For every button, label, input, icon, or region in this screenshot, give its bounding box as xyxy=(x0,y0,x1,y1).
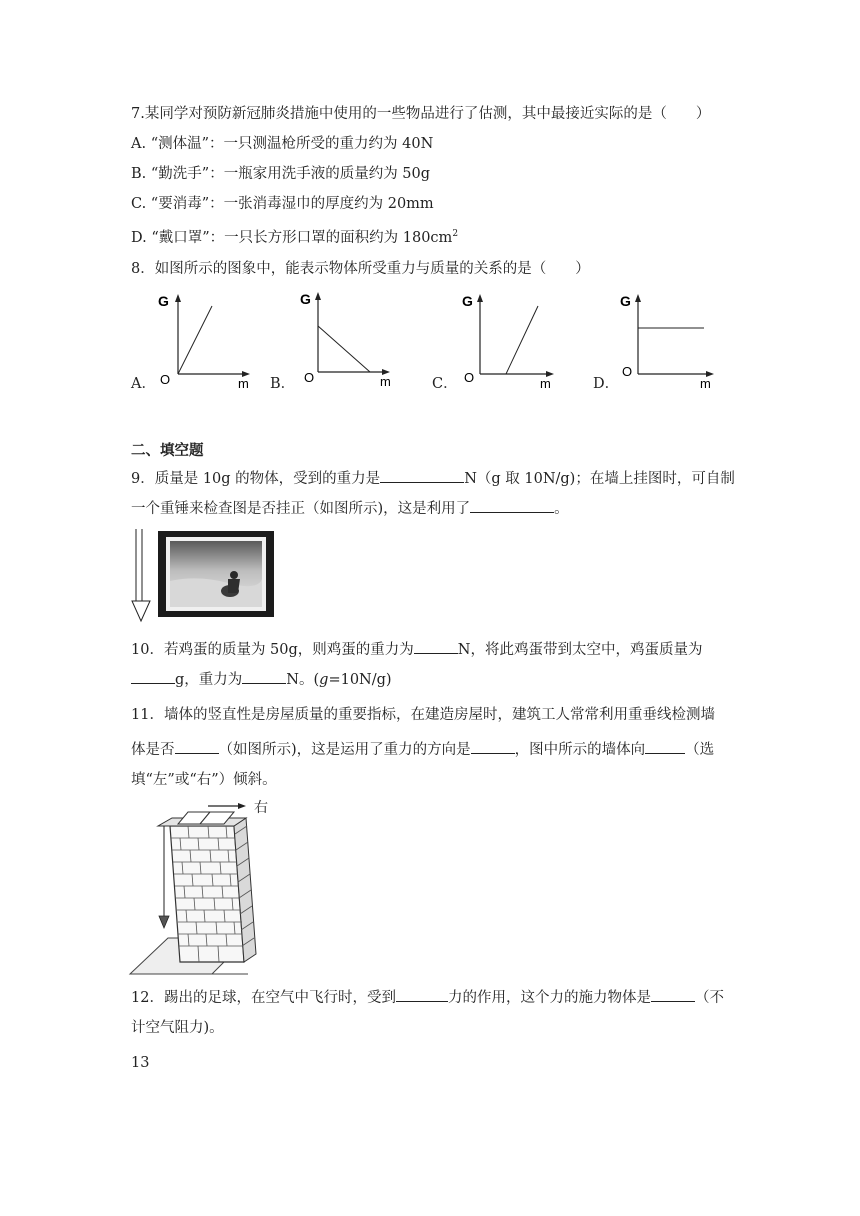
q8-graph-c-y-label: G xyxy=(462,293,473,309)
q10-line2-b: N。( xyxy=(286,672,320,688)
q8-graph-c-x-label: m xyxy=(540,376,551,390)
q10-g-symbol: g xyxy=(319,672,329,688)
q9-line1-b: N（g 取 10N/g)；在墙上挂图时，可自制 xyxy=(464,471,735,487)
q12-line1-a: 12．踢出的足球，在空气中飞行时，受到 xyxy=(131,990,396,1006)
q8-graph-a-y-label: G xyxy=(158,293,169,309)
q10-line1-a: 10．若鸡蛋的质量为 50g，则鸡蛋的重力为 xyxy=(131,642,414,658)
q8-graph-a-label: A． xyxy=(131,376,156,392)
q9-blank-2[interactable] xyxy=(470,497,554,513)
q12-line1-b: 力的作用，这个力的施力物体是 xyxy=(447,990,651,1006)
q8-graph-b xyxy=(296,288,406,392)
q7-stem: 7.某同学对预防新冠肺炎措施中使用的一些物品进行了估测，其中最接近实际的是（ ） xyxy=(131,106,711,122)
q7-option-a: A. “测体温”：一只测温枪所受的重力约为 40N xyxy=(131,136,434,152)
brick-wall-figure xyxy=(128,798,278,984)
q12-line1 xyxy=(131,986,724,1008)
q7-option-d-sup: 2 xyxy=(452,229,459,239)
q8-graph-b-x-label: m xyxy=(380,374,391,388)
q12-line1-c: （不 xyxy=(694,990,724,1006)
q8-graph-d-x-label: m xyxy=(700,376,711,390)
q11-line3: 填“左”或“右”）倾斜。 xyxy=(131,772,277,788)
plumb-bob-picture-figure xyxy=(128,527,278,631)
q8-graph-d xyxy=(618,290,728,394)
q10-blank-1[interactable] xyxy=(414,638,458,654)
q8-graph-a xyxy=(150,290,260,394)
q9-line2-a: 一个重锤来检查图是否挂正（如图所示)，这是利用了 xyxy=(131,501,471,517)
q11-line2-d: （选 xyxy=(685,742,715,758)
q12-blank-2[interactable] xyxy=(651,986,695,1002)
q10-line2-c: =10N/g) xyxy=(328,672,392,688)
q7-option-c: C. “要消毒”：一张消毒湿巾的厚度约为 20mm xyxy=(131,196,434,212)
q11-blank-2[interactable] xyxy=(471,738,515,754)
q8-graph-d-origin: O xyxy=(622,364,633,379)
q9-line1 xyxy=(131,467,735,489)
section-title: 二、填空题 xyxy=(131,443,204,459)
q8-graph-b-y-label: G xyxy=(300,291,311,307)
q8-graph-c xyxy=(458,290,568,394)
q10-line2-a: g，重力为 xyxy=(175,672,243,688)
q11-line2-a: 体是否 xyxy=(131,742,175,758)
q8-graph-a-x-label: m xyxy=(238,376,249,390)
q8-graph-d-y-label: G xyxy=(620,293,631,309)
q8-graph-b-label: B． xyxy=(270,376,296,392)
q11-blank-1[interactable] xyxy=(175,738,219,754)
q8-graph-c-origin: O xyxy=(464,370,475,385)
q12-line2: 计空气阻力)。 xyxy=(131,1020,224,1036)
q10-line1 xyxy=(131,638,702,660)
q8-stem: 8．如图所示的图象中，能表示物体所受重力与质量的关系的是（ ） xyxy=(131,261,590,277)
q8-graph-a-origin: O xyxy=(160,372,171,387)
q8-graph-c-label: C． xyxy=(432,376,458,392)
q11-blank-3[interactable] xyxy=(645,738,685,754)
q7-option-b: B. “勤洗手”：一瓶家用洗手液的质量约为 50g xyxy=(131,166,431,182)
q8-graph-d-label: D． xyxy=(593,376,620,392)
q9-line1-a: 9．质量是 10g 的物体，受到的重力是 xyxy=(131,471,381,487)
q11-line2-c: ，图中所示的墙体向 xyxy=(514,742,646,758)
q10-blank-3[interactable] xyxy=(242,668,286,684)
q7-option-d xyxy=(131,224,458,248)
q12-blank-1[interactable] xyxy=(396,986,448,1002)
q9-line2-b: 。 xyxy=(554,501,569,517)
q10-line1-b: N，将此鸡蛋带到太空中，鸡蛋质量为 xyxy=(457,642,703,658)
q8-graph-b-origin: O xyxy=(304,370,315,385)
q7-option-d-text: D. “戴口罩”：一只长方形口罩的面积约为 180cm xyxy=(131,229,453,246)
direction-label: 右 xyxy=(254,800,268,816)
q9-blank-1[interactable] xyxy=(380,467,464,483)
q13-number: 13 xyxy=(131,1055,150,1071)
q9-line2 xyxy=(131,497,569,519)
q11-line1: 11．墙体的竖直性是房屋质量的重要指标，在建造房屋时，建筑工人常常利用重垂线检测墙 xyxy=(131,707,715,723)
q11-line2-b: （如图所示)，这是运用了重力的方向是 xyxy=(218,742,471,758)
q10-line2 xyxy=(131,668,392,690)
q11-line2 xyxy=(131,738,714,760)
q10-blank-2[interactable] xyxy=(131,668,175,684)
